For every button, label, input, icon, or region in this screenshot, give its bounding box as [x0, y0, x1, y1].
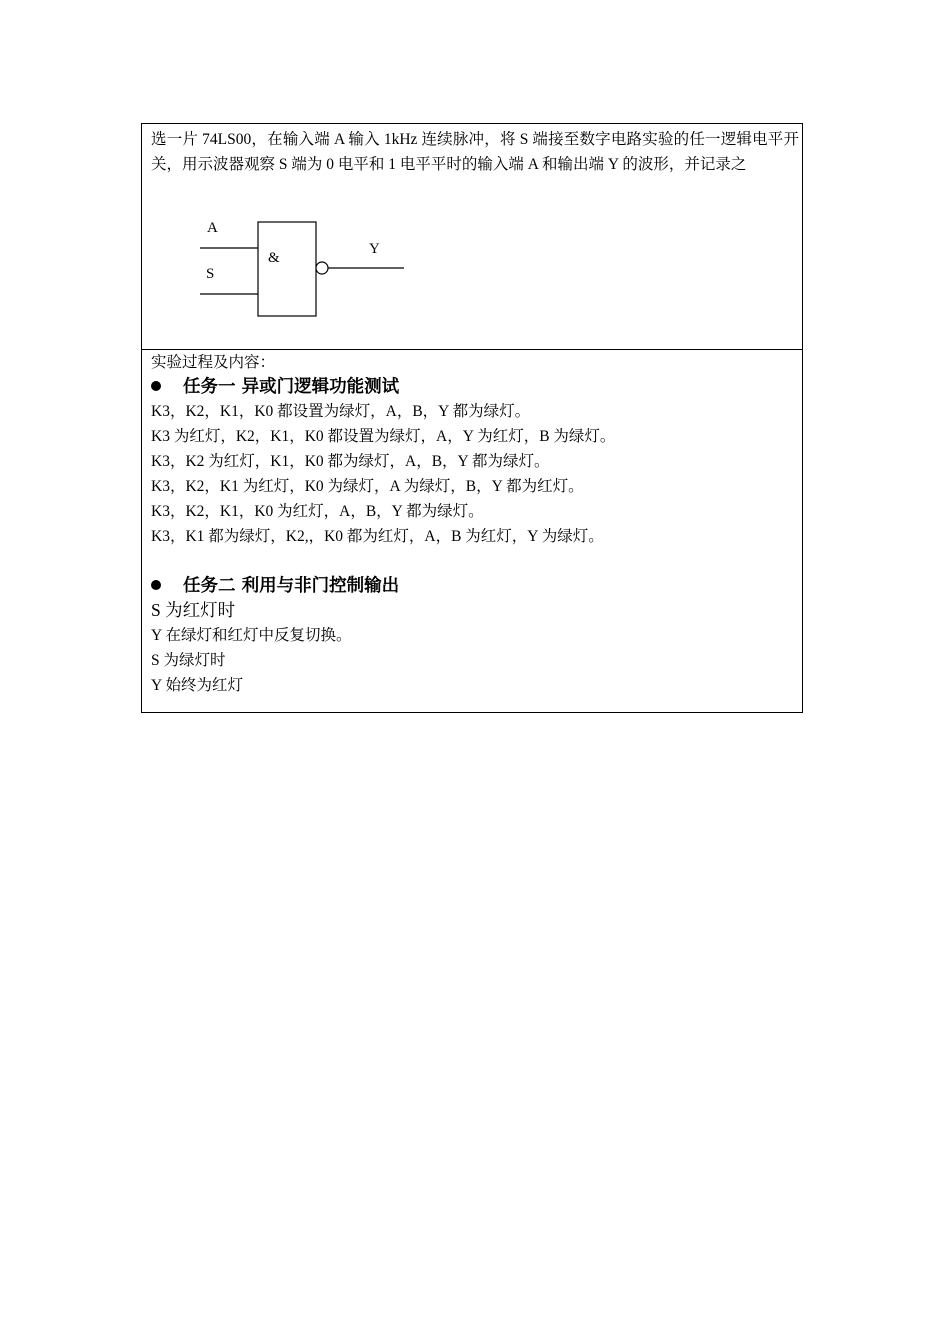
- task2-line: S 为红灯时: [151, 600, 236, 620]
- process-cell: [142, 350, 802, 712]
- task2-line: Y 在绿灯和红灯中反复切换。: [151, 627, 352, 644]
- input-a-label: A: [207, 220, 218, 236]
- experiment-table: [141, 123, 803, 713]
- process-heading: 实验过程及内容：: [151, 354, 276, 371]
- task2-title: 任务二 利用与非门控制输出: [183, 576, 400, 596]
- task1-line: K3，K2，K1 为红灯，K0 为绿灯，A 为绿灯，B，Y 都为红灯。: [151, 478, 584, 495]
- task2-line: S 为绿灯时: [151, 652, 226, 669]
- nand-gate-diagram: [198, 212, 413, 332]
- task2-heading: [151, 575, 399, 597]
- intro-paragraph: 选一片 74LS00，在输入端 A 输入 1kHz 连续脉冲，将 S 端接至数字电路实验的任一逻辑电平开关，用示波器观察 S 端为 0 电平和 1 电平平时的输入端 A 和输出端 Y 的波形，并记录之: [151, 131, 799, 173]
- bullet-icon: [151, 381, 161, 391]
- output-y-label: Y: [369, 241, 380, 257]
- task1-line: K3，K1 都为绿灯，K2,，K0 都为红灯，A，B 为红灯，Y 为绿灯。: [151, 528, 604, 545]
- inverter-bubble: [316, 262, 328, 274]
- input-s-label: S: [206, 266, 215, 282]
- task1-line: K3，K2 为红灯，K1，K0 都为绿灯，A，B，Y 都为绿灯。: [151, 453, 550, 470]
- nand-gate-drawing: [198, 212, 413, 332]
- gate-symbol-label: &: [268, 250, 280, 266]
- task1-line: K3，K2，K1，K0 都设置为绿灯，A，B，Y 都为绿灯。: [151, 403, 531, 420]
- task2-line: Y 始终为红灯: [151, 677, 243, 694]
- bullet-icon: [151, 580, 161, 590]
- task1-heading: [151, 376, 399, 398]
- task1-title: 任务一 异或门逻辑功能测试: [183, 377, 400, 397]
- gate-body: [258, 222, 316, 316]
- task1-line: K3 为红灯，K2，K1，K0 都设置为绿灯，A，Y 为红灯，B 为绿灯。: [151, 428, 616, 445]
- task1-line: K3，K2，K1，K0 为红灯，A，B，Y 都为绿灯。: [151, 503, 484, 520]
- description-cell: [142, 124, 802, 350]
